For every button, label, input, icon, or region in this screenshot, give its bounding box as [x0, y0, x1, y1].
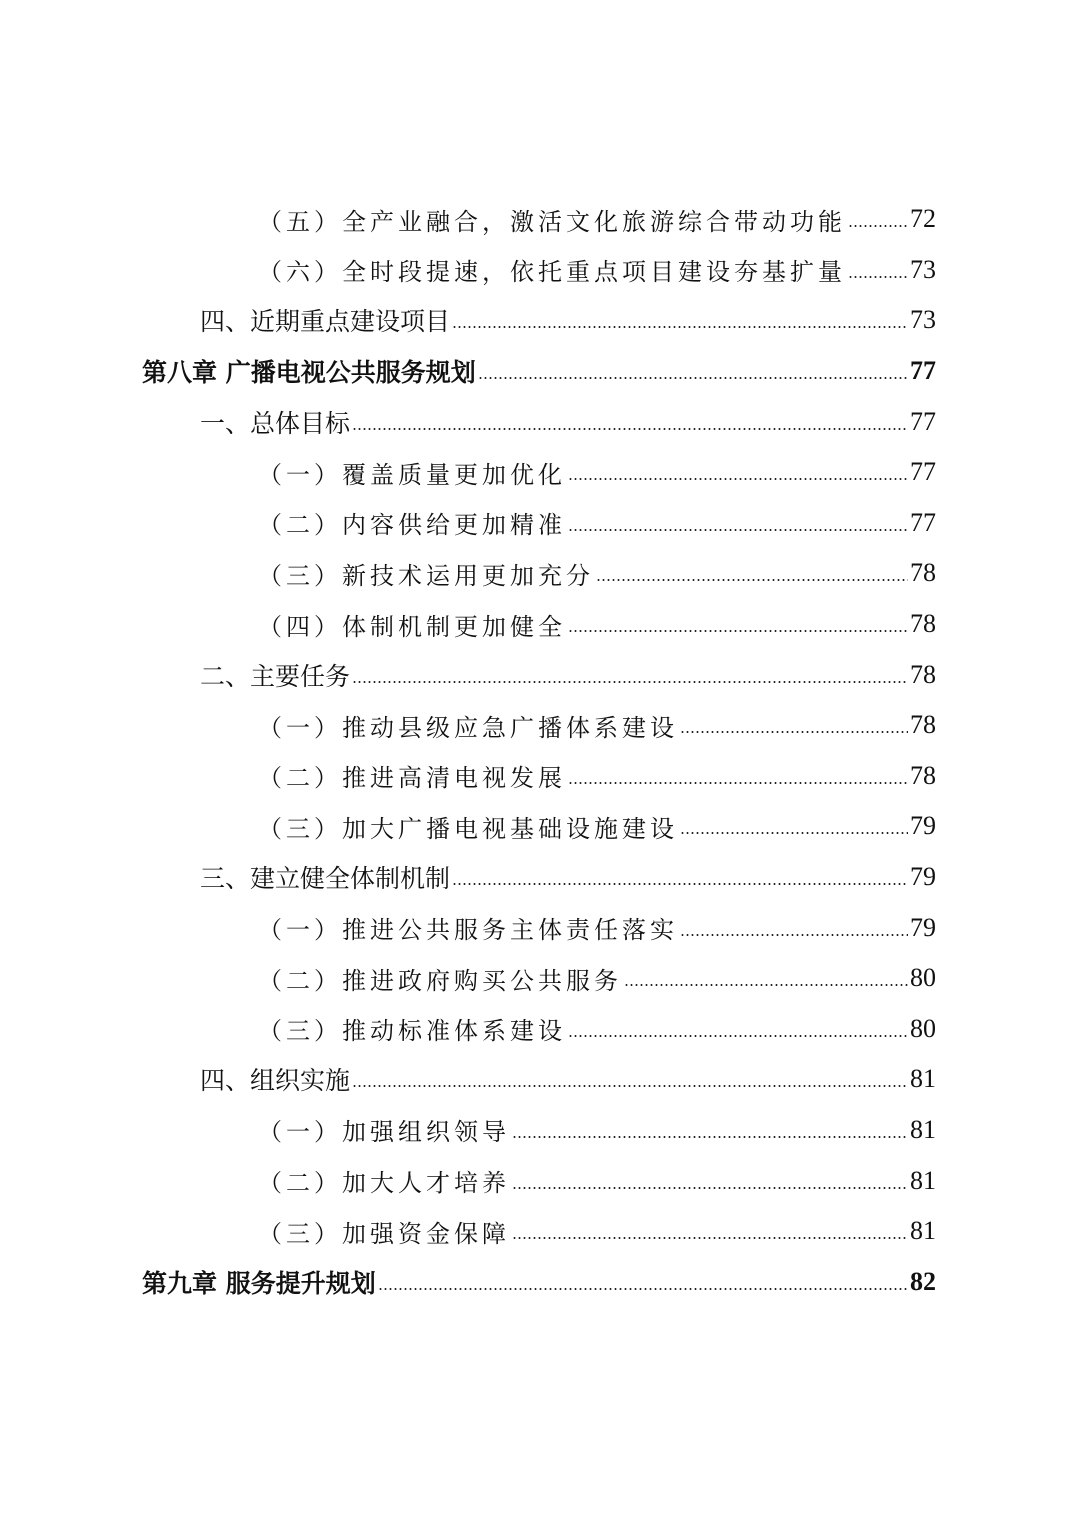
toc-entry-label: （三）加强资金保障: [258, 1219, 510, 1248]
toc-entry-label: 四、近期重点建设项目: [200, 307, 451, 337]
toc-entry-page: 78: [910, 760, 936, 790]
toc-entry[interactable]: [0, 902, 1070, 953]
toc-entry-page: 80: [910, 1013, 936, 1043]
dot-leader: [512, 1237, 908, 1239]
toc-entry[interactable]: [0, 1054, 1070, 1105]
toc-entry-page: 79: [910, 811, 936, 841]
dot-leader: [352, 1085, 908, 1087]
toc-entry-page: 72: [910, 204, 936, 234]
toc-entry-label: （二）加大人才培养: [258, 1169, 510, 1198]
dot-leader: [680, 832, 908, 834]
toc-entry[interactable]: [0, 1206, 1070, 1257]
toc-entry-page: 81: [910, 1114, 936, 1144]
toc-entry-page: 78: [910, 659, 936, 689]
toc-chapter-entry[interactable]: [0, 1256, 1070, 1307]
dot-leader: [568, 1035, 908, 1037]
toc-entry-page: 78: [910, 710, 936, 740]
toc-entry[interactable]: [0, 396, 1070, 447]
toc-entry-label: 三、建立健全体制机制: [200, 864, 451, 894]
dot-leader: [680, 731, 908, 733]
toc-entry-page: 77: [910, 356, 936, 386]
toc-entry-label: （六）全时段提速，依托重点项目建设夯基扩量: [258, 258, 846, 287]
toc-entry-page: 78: [910, 609, 936, 639]
toc-entry-page: 82: [910, 1266, 936, 1296]
toc-entry-page: 73: [910, 254, 936, 284]
toc-entry[interactable]: [0, 751, 1070, 802]
toc-entry-label: （一）推进公共服务主体责任落实: [258, 916, 678, 945]
toc-entry-label: 一、总体目标: [200, 408, 351, 438]
toc-entry-label: 四、组织实施: [200, 1066, 351, 1096]
dot-leader: [568, 529, 908, 531]
toc-entry-page: 81: [910, 1216, 936, 1246]
toc-entry-label: （二）内容供给更加精准: [258, 511, 566, 540]
toc-entry-label: （四）体制机制更加健全: [258, 612, 566, 641]
toc-entry[interactable]: [0, 649, 1070, 700]
toc-entry-page: 77: [910, 406, 936, 436]
toc-entry[interactable]: [0, 700, 1070, 751]
toc-entry-label: 二、主要任务: [200, 661, 351, 691]
toc-entry-page: 77: [910, 457, 936, 487]
table-of-contents: [0, 194, 1070, 1307]
toc-entry-page: 79: [910, 862, 936, 892]
toc-entry-page: 78: [910, 558, 936, 588]
toc-entry[interactable]: [0, 599, 1070, 650]
toc-entry-page: 81: [910, 1064, 936, 1094]
dot-leader: [596, 579, 908, 581]
dot-leader: [352, 428, 908, 430]
toc-entry-page: 79: [910, 912, 936, 942]
toc-entry[interactable]: [0, 953, 1070, 1004]
toc-entry-label: （五）全产业融合，激活文化旅游综合带动功能: [258, 207, 846, 236]
toc-entry-label: （一）推动县级应急广播体系建设: [258, 713, 678, 742]
toc-entry-label: 第九章 服务提升规划: [142, 1268, 376, 1298]
toc-entry[interactable]: [0, 245, 1070, 296]
dot-leader: [352, 681, 908, 683]
toc-entry-label: （三）加大广播电视基础设施建设: [258, 814, 678, 843]
toc-entry[interactable]: [0, 1105, 1070, 1156]
dot-leader: [478, 377, 908, 379]
toc-entry-page: 81: [910, 1165, 936, 1195]
dot-leader: [378, 1288, 908, 1290]
toc-entry-page: 80: [910, 963, 936, 993]
toc-entry[interactable]: [0, 852, 1070, 903]
dot-leader: [452, 326, 908, 328]
dot-leader: [624, 984, 908, 986]
toc-entry-label: （二）推进高清电视发展: [258, 764, 566, 793]
toc-entry[interactable]: [0, 194, 1070, 245]
dot-leader: [512, 1187, 908, 1189]
toc-entry-label: 第八章 广播电视公共服务规划: [142, 358, 476, 388]
dot-leader: [512, 1136, 908, 1138]
toc-entry[interactable]: [0, 295, 1070, 346]
dot-leader: [848, 225, 908, 227]
dot-leader: [680, 934, 908, 936]
toc-entry[interactable]: [0, 447, 1070, 498]
toc-entry-label: （一）覆盖质量更加优化: [258, 460, 566, 489]
toc-entry[interactable]: [0, 801, 1070, 852]
toc-entry-label: （二）推进政府购买公共服务: [258, 966, 622, 995]
dot-leader: [452, 883, 908, 885]
dot-leader: [568, 782, 908, 784]
toc-chapter-entry[interactable]: [0, 346, 1070, 397]
toc-entry-label: （三）推动标准体系建设: [258, 1017, 566, 1046]
dot-leader: [848, 276, 908, 278]
toc-entry[interactable]: [0, 1004, 1070, 1055]
toc-entry-page: 73: [910, 305, 936, 335]
toc-entry[interactable]: [0, 1155, 1070, 1206]
dot-leader: [568, 478, 908, 480]
toc-entry-page: 77: [910, 507, 936, 537]
toc-entry[interactable]: [0, 548, 1070, 599]
toc-entry-label: （三）新技术运用更加充分: [258, 561, 594, 590]
toc-entry[interactable]: [0, 498, 1070, 549]
dot-leader: [568, 630, 908, 632]
toc-entry-label: （一）加强组织领导: [258, 1118, 510, 1147]
